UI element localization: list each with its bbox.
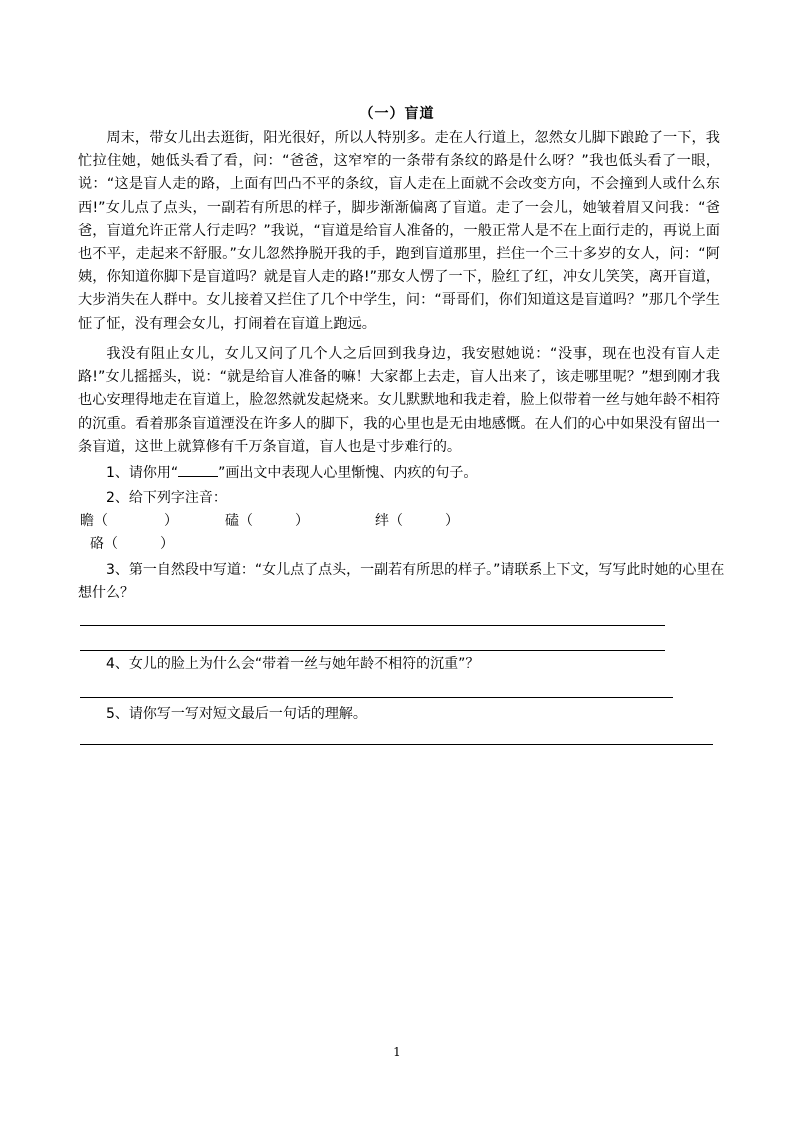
question-2: 2、给下列字注音：: [106, 490, 227, 506]
question-1: [78, 462, 738, 485]
pinyin-item-ge: 硌（ ）: [90, 536, 174, 552]
question-4: 4、女儿的脸上为什么会“带着一丝与她年龄不相符的沉重”？: [106, 656, 480, 672]
answer-line-q4[interactable]: [80, 697, 673, 698]
question-1-prefix: 1、请你用“: [106, 465, 179, 481]
paragraph-2: 我没有阻止女儿，女儿又问了几个人之后回到我身边，我安慰她说：“没事，现在也没有盲人走路!”女儿摇摇头，说：“就是给盲人准备的嘛！大家都上去走，盲人出来了，该走哪里呢？”想到刚才我也心安理得地走在盲道上，脸忽然就发起烧来。女儿默默地和我走着，脸上似带着一丝与她年龄不相符的沉重。看着那条盲道湮没在许多人的脚下，我的心里也是无由地感慨。在人们的心中如果没有留出一条盲道，这世上就算修有千万条盲道，盲人也是寸步难行的。: [78, 346, 720, 455]
pinyin-item-zhan: 瞻（ ）: [80, 513, 178, 529]
question-5: 5、请你写一写对短文最后一句话的理解。: [106, 706, 367, 722]
paragraph-1: 周末，带女儿出去逛街，阳光很好，所以人特别多。走在人行道上，忽然女儿脚下踉跄了一下，我忙拉住她，她低头看了看，问：“爸爸，这窄窄的一条带有条纹的路是什么呀？”我也低头看了一眼，说：“这是盲人走的路，上面有凹凸不平的条纹，盲人走在上面就不会改变方向，不会撞到人或什么东西!”女儿点了点头，一副若有所思的样子，脚步渐渐偏离了盲道。走了一会儿，她皱着眉又问我：“爸爸，盲道允许正常人行走吗？”我说，“盲道是给盲人准备的，一般正常人是不在上面行走的，再说上面也不平，走起来不舒服。”女儿忽然挣脱开我的手，跑到盲道那里，拦住一个三十多岁的女人，问：“阿姨，你知道你脚下是盲道吗？就是盲人走的路!”那女人愣了一下，脸红了红，冲女儿笑笑，离开盲道，大步消失在人群中。女儿接着又拦住了几个中学生，问：“哥哥们，你们知道这是盲道吗？”那几个学生怔了怔，没有理会女儿，打闹着在盲道上跑远。: [78, 130, 720, 332]
page-number: 1: [393, 1045, 401, 1059]
pinyin-item-ban: 绊（ ）: [375, 513, 459, 529]
page-title: （一）盲道: [359, 106, 435, 122]
underline-sample: [178, 464, 218, 477]
question-3: 3、第一自然段中写道：“女儿点了点头，一副若有所思的样子。”请联系上下文，写写此时她的心里在想什么？: [78, 562, 725, 601]
answer-line-q3-2[interactable]: [80, 650, 665, 651]
answer-line-q5[interactable]: [80, 744, 713, 745]
question-1-suffix: ”画出文中表现人心里惭愧、内疚的句子。: [218, 465, 478, 481]
answer-line-q3-1[interactable]: [80, 625, 665, 626]
pinyin-item-ke: 磕（ ）: [225, 513, 309, 529]
